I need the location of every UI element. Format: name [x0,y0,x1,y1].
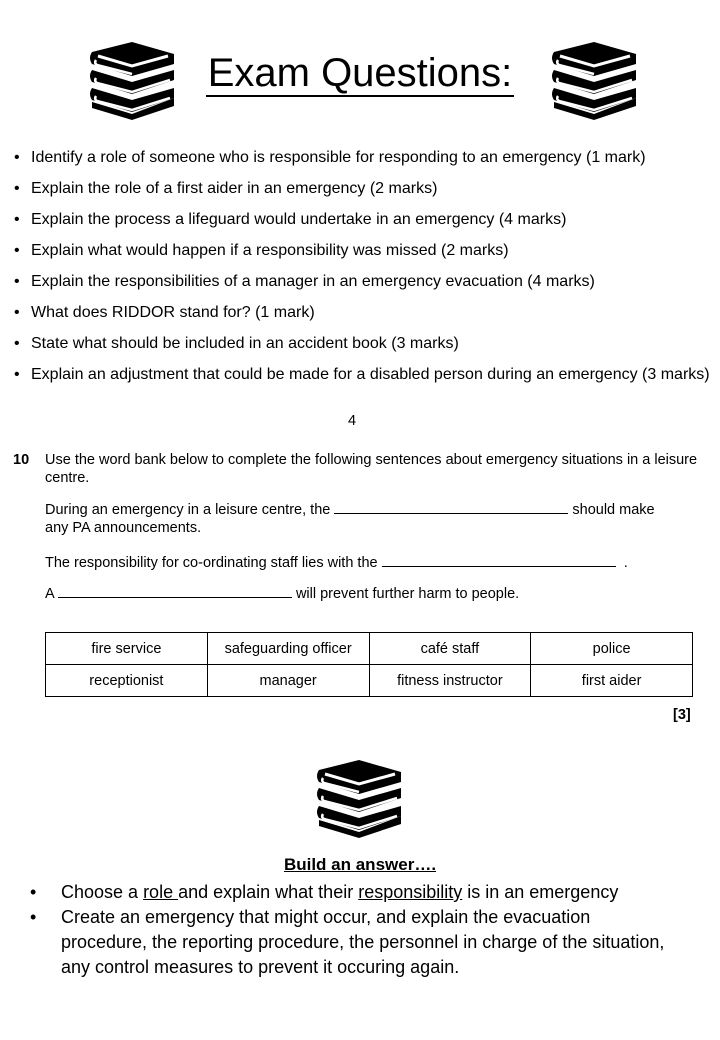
sentence-3 [45,584,705,603]
sentence-2 [45,553,705,572]
sentence-1 [45,500,705,537]
build-item-1: • Choose a role and explain what their responsibility is in an emergency [30,880,680,905]
question-item: • Explain the responsibilities of a manager in an emergency evacuation (4 marks) [14,272,710,292]
question-item: • Identify a role of someone who is responsible for responding to an emergency (1 mark) [14,148,710,168]
sentence-1-start: During an emergency in a leisure centre, the [45,502,331,518]
question-instruction: Use the word bank below to complete the following sentences about emergency situations in a leisure centre. [45,452,698,486]
sentence-2-start: The responsibility for co-ordinating staff lies with the [45,555,378,571]
word-bank-cell: manager [207,665,369,697]
books-icon-right [550,40,640,122]
question-list [14,148,710,396]
question-item: • State what should be included in an accident book (3 marks) [14,334,710,354]
marks-label: [3] [673,707,691,723]
question-item: • Explain the role of a first aider in an emergency (2 marks) [14,179,710,199]
question-item: • Explain an adjustment that could be made for a disabled person during an emergency (3 marks) [14,365,710,385]
build-answer-title: Build an answer…. [283,855,437,874]
word-bank-cell: fitness instructor [369,665,531,697]
question-number: 10 [13,452,30,468]
sentence-1-end: should make [572,502,655,518]
question-item: • What does RIDDOR stand for? (1 mark) [14,303,710,323]
answer-blank-2[interactable] [382,553,616,567]
word-bank-table [45,632,693,697]
books-icon-bottom [315,758,405,840]
build-item-2: • Create an emergency that might occur, and explain the evacuation procedure, the reporting procedure, the personnel in charge of the situation, any control measures to prevent it occuring again. [30,905,680,980]
table-row [46,665,693,697]
word-bank-cell: café staff [369,633,531,665]
sentence-1-line2: any PA announcements. [45,520,202,536]
sentence-2-end: . [623,555,628,571]
question-item: • Explain the process a lifeguard would undertake in an emergency (4 marks) [14,210,710,230]
build-answer-list [30,880,680,980]
word-bank-cell: first aider [531,665,693,697]
page-title: Exam Questions: [207,51,513,95]
question-item: • Explain what would happen if a responsibility was missed (2 marks) [14,241,710,261]
word-bank-cell: receptionist [46,665,208,697]
sentence-3-end: will prevent further harm to people. [295,586,520,602]
word-bank-cell: fire service [46,633,208,665]
table-row [46,633,693,665]
word-bank-cell: police [531,633,693,665]
answer-blank-1[interactable] [334,500,568,514]
word-bank-cell: safeguarding officer [207,633,369,665]
page-number: 4 [348,413,357,429]
answer-blank-3[interactable] [58,584,292,598]
sentence-3-start: A [45,586,54,602]
